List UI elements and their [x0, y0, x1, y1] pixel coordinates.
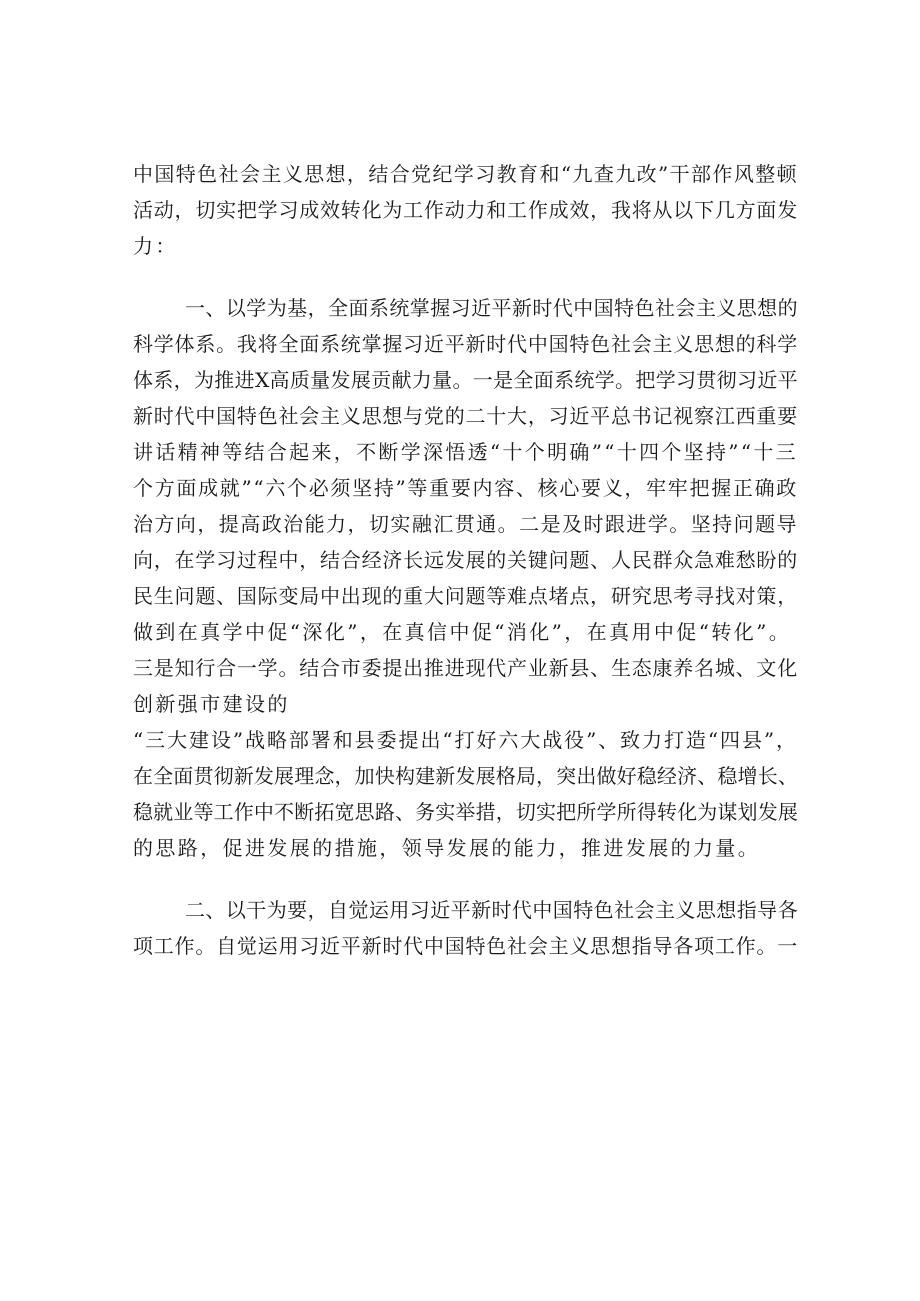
text-line: 个方面成就”“六个必须坚持”等重要内容、核心要义，牢牢把握正确政 — [133, 476, 798, 500]
text-line: 活动，切实把学习成效转化为工作动力和工作成效，我将从以下几方面发 — [133, 198, 798, 222]
text-line: 新时代中国特色社会主义思想与党的二十大，习近平总书记视察江西重要 — [133, 404, 798, 428]
section-2-paragraph — [133, 892, 798, 964]
text-line: 讲话精神等结合起来，不断学深悟透“十个明确”“十四个坚持”“十三 — [133, 440, 798, 464]
text-line: 在全面贯彻新发展理念，加快构建新发展格局，突出做好稳经济、稳增长、 — [133, 764, 798, 788]
text-line: 创新强市建设的 — [133, 692, 290, 716]
section-1-heading-line: 一、以学为基，全面系统掌握习近平新时代中国特色社会主义思想的 — [185, 296, 798, 320]
text-line: 治方向，提高政治能力，切实融汇贯通。二是及时跟进学。坚持问题导 — [133, 512, 798, 536]
text-line: 民生问题、国际变局中出现的重大问题等难点堵点，研究思考寻找对策， — [133, 584, 798, 608]
text-line: 体系，为推进X高质量发展贡献力量。一是全面系统学。把学习贯彻习近平 — [133, 368, 798, 392]
text-line: 项工作。自觉运用习近平新时代中国特色社会主义思想指导各项工作。一 — [133, 934, 798, 958]
text-line: “三大建设”战略部署和县委提出“打好六大战役”、致力打造“四县”， — [133, 728, 798, 752]
intro-paragraph — [133, 156, 798, 264]
text-line: 中国特色社会主义思想，结合党纪学习教育和“九查九改”干部作风整顿 — [133, 162, 798, 186]
section-2-heading-line: 二、以干为要，自觉运用习近平新时代中国特色社会主义思想指导各 — [185, 898, 798, 922]
text-line: 三是知行合一学。结合市委提出推进现代产业新县、生态康养名城、文化 — [133, 656, 798, 680]
text-line: 做到在真学中促“深化”，在真信中促“消化”，在真用中促“转化”。 — [133, 620, 792, 644]
text-line: 力： — [133, 234, 178, 258]
text-line: 稳就业等工作中不断拓宽思路、务实举措，切实把所学所得转化为谋划发展 — [133, 800, 798, 824]
section-1-paragraph — [133, 290, 798, 866]
document-body — [133, 156, 798, 964]
text-line: 向，在学习过程中，结合经济长远发展的关键问题、人民群众急难愁盼的 — [133, 548, 798, 572]
text-line: 科学体系。我将全面系统掌握习近平新时代中国特色社会主义思想的科学 — [133, 332, 798, 356]
text-line: 的思路，促进发展的措施，领导发展的能力，推进发展的力量。 — [133, 836, 761, 860]
